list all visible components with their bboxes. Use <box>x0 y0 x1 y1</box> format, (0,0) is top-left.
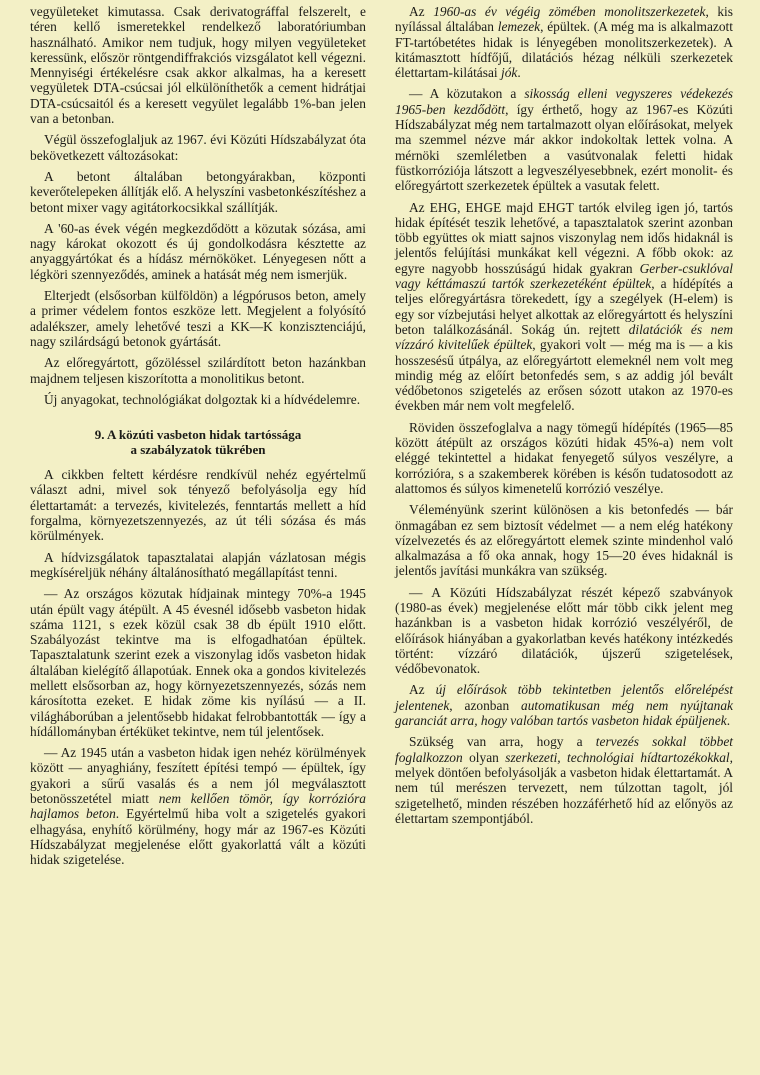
paragraph <box>395 200 733 414</box>
paragraph <box>395 734 733 826</box>
paragraph: vegyületeket kimutassa. Csak derivatográffal felszerelt, e téren kellő ismeretekkel rendelkező laboratóriumban használható. Amikor nem tudjuk, hogy milyen vegyületeket keressünk, először röntgendiffrakciós vizsgálatot kell végezni. Mennyiségi értékelésre csak akkor alkalmas, ha a keresett vegyületek DTA-csúcsai jól elkülöníthetők a cement hidrátjai DTA-csúcsaitól és a keresett vegyület legalább 1%-ban jelen van a betonban. <box>30 4 366 127</box>
paragraph: A cikkben feltett kérdésre rendkívül nehéz egyértelmű választ adni, mivel sok tényező befolyásolja egy híd élettartamát: a tervezés, kivitelezés, fenntartás mellett a híd forgalma, környezetszennyezés, az út téli sózása és más körülmények. <box>30 467 366 544</box>
section-heading <box>30 427 366 457</box>
section-heading-line-1: 9. A közúti vasbeton hidak tartóssága <box>94 427 302 443</box>
paragraph: Új anyagokat, technológiákat dolgoztak ki a hídvédelemre. <box>44 391 361 407</box>
paragraph <box>395 4 733 80</box>
text-span: , melyek döntően befolyásolják a vasbeton hidak élettartamát. A nem túl merészen tervezett, nem túlzottan tagolt, jól szigetelhető, minden részében hozzáférhető híd az előnyös az élettartam szempontjából. <box>395 749 733 826</box>
paragraph: Véleményünk szerint különösen a kis betonfedés — bár önmagában ez sem biztosít védelmet — a nem elég hatékony vízelvezetés és az előregyártott elemek szinte mindenhol való alkalmazása a fő oka annak, hogy 15—20 éves hidaknál is jelentős javítási munkákra van szükség. <box>395 502 733 579</box>
paragraph: Röviden összefoglalva a nagy tömegű hídépítés (1965—85 között átépült az országos közúti hidak 45%-a) nem volt eléggé tekintettel a hidakat fenyegető súlyos veszélyre, a korrózióra, s a szakemberek körében is későn tudatosodott az alattomos és súlyos kimenetelű korrózió veszélye. <box>395 419 733 496</box>
right-column <box>395 4 733 832</box>
text-span: Az <box>409 4 434 19</box>
text-span: . <box>726 713 731 729</box>
paragraph: — A Közúti Hídszabályzat részét képező szabványok (1980-as évek) megjelenése előtt már több cikk jelent meg hazánkban is a vasbeton hidak korrózió veszélyéről, de előírások hiányában a gyakorlatban kevés hatékony intézkedés történt: vízzáró dilatációk, újszerű szigetelések, védőbevonatok. <box>395 584 733 677</box>
paragraph: — Az országos közutak hídjainak mintegy 70%-a 1945 után épült vagy átépült. A 45 évesnél idősebb vasbeton hidak száma 1121, s ezek közül csak 38 db épült 1910 előtt. Szabályozást tekintve ma is elfogadhatóan épültek. Tapasztalatunk szerint ezek a viszonylag idős vasbeton hidak általában kielégítő állapotúak. Ennek oka a gondos kivitelezés mellett elsősorban az, hogy környezetszennyezés, sózás nem károsította ezeket. E hidak zöme kis nyílású — a II. világháborúban a jelentősebb hidakat felrobbantották — így a hídállományban értéküket tekintve, nem túl jelentősek. <box>30 586 366 739</box>
paragraph <box>395 86 733 193</box>
text-span: , gyakori volt — még ma is — a kis hosszesésű útpálya, az előregyártott elemeknél nem volt meg mindig még az előírt betonfedés sem, s az addig jól bevált védőbetonos szigetelés az erősen sózott utakon az 1970-es években már nem volt megfelelő. <box>395 337 733 414</box>
emphasis: dilatációk és nem vízzáró kivitelűek épültek <box>395 321 733 353</box>
text-span: , kis nyílással általában <box>395 4 733 35</box>
paragraph <box>30 745 366 867</box>
text-span: — Az 1945 után a vasbeton hidak igen nehéz körülmények között — anyaghiány, feszített építési tempó — épültek, így gyakori a sűrű vasalás és a nem jól megválasztott betonösszetétel miatt <box>30 745 366 807</box>
text-span: , azonban <box>449 697 522 713</box>
section-heading-line-2: a szabályzatok tükrében <box>130 442 266 458</box>
text-span: , így érthető, hogy az 1967-es Közúti Hídszabályzat még nem tartalmazott olyan előírásokat, melyek ma szemmel nézve már akkor indokoltak lettek volna. A mérnöki szemléletben a vasútvonalak feletti hidak füstkorróziója látszott a legveszélyesebbnek, ezért monolit- és előregyártott szerkezetek épültek a vasutak felett. <box>395 101 733 194</box>
text-span: — A közutakon a <box>409 86 525 102</box>
paragraph: A hídvizsgálatok tapasztalatai alapján vázlatosan mégis megkíséreljük néhány általánosítható megállapítást tenni. <box>30 549 366 580</box>
paragraph: Az előregyártott, gőzöléssel szilárdított beton hazánkban majdnem teljesen kiszorította a monolitikus betont. <box>30 355 366 386</box>
emphasis: tervezés sokkal többet foglalkozzon <box>395 734 733 765</box>
text-span: Az EHG, EHGE majd EHGT tartók elvileg igen jó, tartós hidak építését teszik lehetővé, a tapasztalatok szerint azonban több együttes ok miatt sajnos viszonylag nem idős hidaknál is jelentős felújítási munkákat kell végezni. A főbb okok: az egyre nagyobb hosszúságú hidak gyakran <box>395 199 733 276</box>
paragraph: Elterjedt (elsősorban külföldön) a légpórusos beton, amely a primer védelem fontos eszköze lett. Megjelent a folyósító adalékszer, amely lehetővé teszi a KK—K konzisztenciájú, nagy szilárdságú betonok gyártását. <box>30 288 366 349</box>
left-column <box>30 4 366 874</box>
paragraph: A '60-as évek végén megkezdődött a közutak sózása, ami nagy károkat okozott és új gondolkodásra késztette az anyaggyártókat és a hídász mérnököket. Lényegesen nőtt a légköri szennyeződés, aminek a hatását még nem ismerjük. <box>30 220 366 282</box>
text-span: , épültek. (A még ma is alkalmazott FT-tartóbetétes hidak is lényegében monolitszerkezetek). A kitámasztott hídfőjű, dilatációs hézag nélküli szerkezetek élettartam-kilátásai <box>395 19 733 81</box>
emphasis: Gerber-csuklóval vagy kéttámaszú tartók szerkezetéként épültek <box>395 260 733 292</box>
text-span: . <box>517 65 521 81</box>
text-span: olyan <box>462 749 506 765</box>
emphasis: automatikusan még nem nyújtanak garanciát arra, hogy valóban tartós vasbeton hidak épüljenek <box>395 697 733 729</box>
paragraph: Végül összefoglaljuk az 1967. évi Közúti Hídszabályzat óta bekövetkezett változásokat: <box>30 132 366 163</box>
emphasis: új előírások több tekintetben jelentős előrelépést jelentenek <box>395 682 733 713</box>
paragraph: A betont általában betongyárakban, központi keverőtelepeken állítják elő. A helyszíni vasbetonkészítéshez a betont mixer vagy agitátorkocsikkal szállítják. <box>30 168 366 215</box>
paragraph <box>395 682 733 728</box>
emphasis: szerkezeti, technológiai hídtartozékokkal <box>505 749 730 765</box>
emphasis: jók <box>500 65 518 81</box>
text-span: , a hídépítés a teljes előregyártásra törekedett, így a szegélyek (H-elem) is egy sor vízbejutási helyet alkottak az előregyártott és helyszíni beton találkozásánál. Sokág ún. rejtett <box>395 276 734 337</box>
emphasis: sikosság elleni vegyszeres védekezés 1965-ben kezdődött <box>395 86 733 117</box>
emphasis: 1960-as év végéig zömében monolitszerkezetek <box>433 4 706 19</box>
emphasis: lemezek <box>497 19 541 35</box>
text-span: Szükség van arra, hogy a <box>409 734 596 750</box>
emphasis: nem kellően tömör, így korrózióra hajlamos beton <box>30 791 366 822</box>
text-span: . Egyértelmű hiba volt a szigetelés gyakori elhagyása, enyhítő körülmény, hogy már az 1967-es Közúti Hídszabályzat megjelenése előtt gyakorlattá vált a közúti hidak szigetelése. <box>30 806 367 868</box>
text-span: Az <box>409 682 436 698</box>
